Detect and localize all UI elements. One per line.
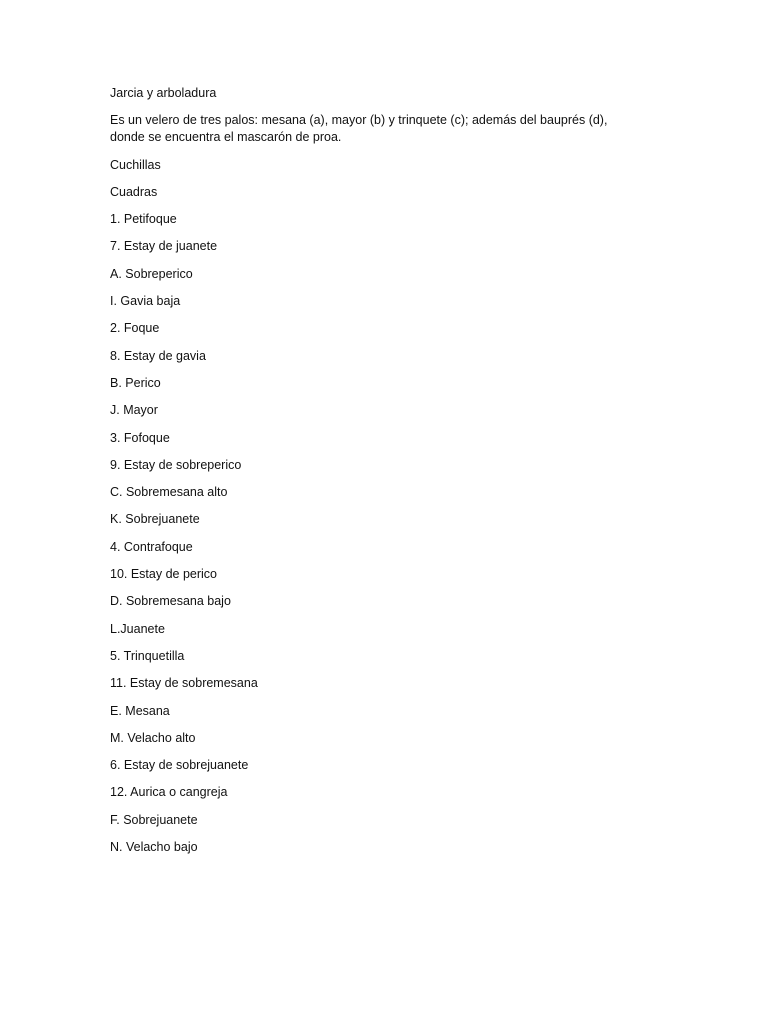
list-item: B. Perico: [110, 375, 161, 390]
list-item: 8. Estay de gavia: [110, 348, 206, 363]
section-heading-cuadras: Cuadras: [110, 184, 158, 199]
document-title: Jarcia y arboladura: [110, 86, 217, 100]
list-item: F. Sobrejuanete: [110, 812, 198, 827]
list-item: A. Sobreperico: [110, 266, 193, 281]
list-item: 11. Estay de sobremesana: [110, 676, 258, 691]
section-heading-cuchillas: Cuchillas: [110, 157, 161, 172]
document-body: [110, 85, 650, 866]
list-item: I. Gavia baja: [110, 294, 181, 309]
list-item: 5. Trinquetilla: [110, 648, 185, 663]
list-item: E. Mesana: [110, 703, 170, 718]
intro-line: donde se encuentra el mascarón de proa.: [110, 130, 342, 145]
list-item: 7. Estay de juanete: [110, 239, 218, 254]
list-item: 1. Petifoque: [110, 212, 177, 227]
list-item: K. Sobrejuanete: [110, 512, 200, 527]
list-item: 9. Estay de sobreperico: [110, 457, 242, 472]
list-item: 2. Foque: [110, 321, 160, 336]
list-item: J. Mayor: [110, 403, 158, 418]
list-item: D. Sobremesana bajo: [110, 594, 231, 609]
list-item: 4. Contrafoque: [110, 539, 193, 554]
list-item: 6. Estay de sobrejuanete: [110, 758, 249, 773]
list-item: 12. Aurica o cangreja: [110, 785, 228, 800]
intro-paragraph: [110, 112, 650, 146]
intro-line: Es un velero de tres palos: mesana (a), mayor (b) y trinquete (c); además del bauprés (d),: [110, 113, 608, 128]
list-item: L.Juanete: [110, 621, 165, 636]
list-item: 3. Fofoque: [110, 430, 170, 445]
list-item: N. Velacho bajo: [110, 840, 198, 855]
list-item: C. Sobremesana alto: [110, 485, 228, 500]
list-item: 10. Estay de perico: [110, 567, 218, 582]
list-item: M. Velacho alto: [110, 730, 196, 745]
